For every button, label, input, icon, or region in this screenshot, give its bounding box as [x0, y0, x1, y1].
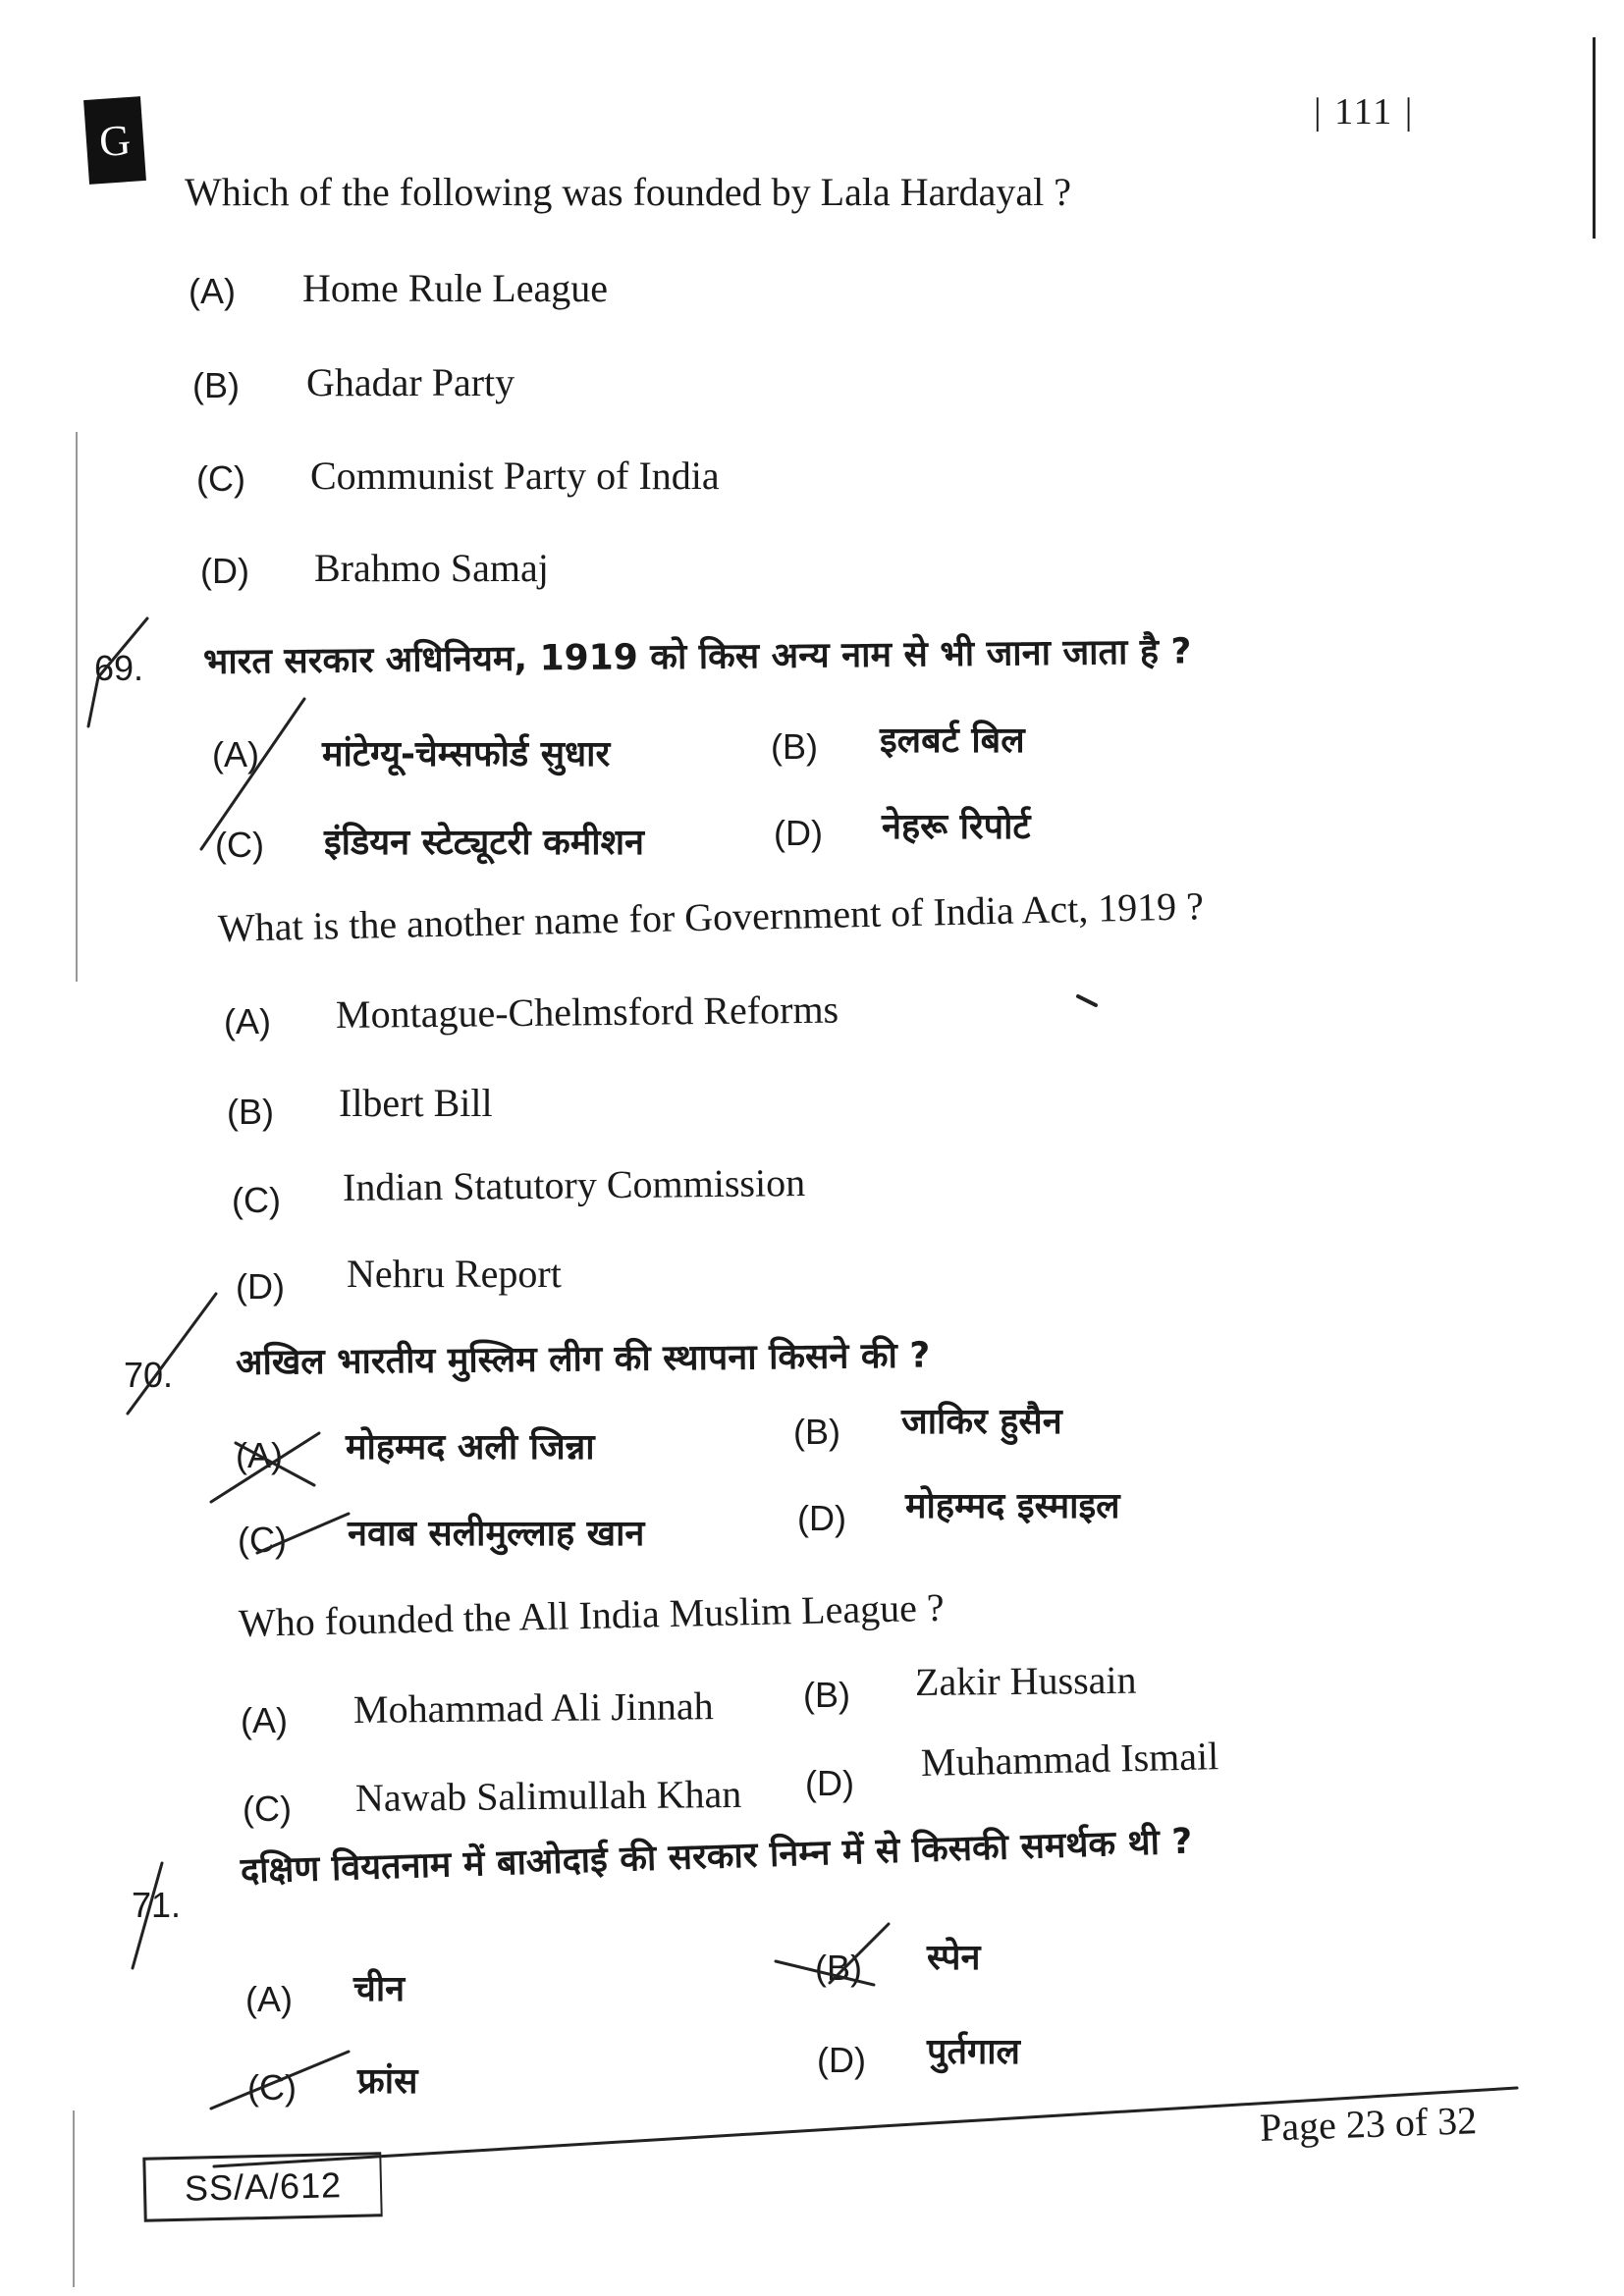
q70-hi-b: जाकिर हुसैन — [901, 1402, 1062, 1442]
q68-option-c: Communist Party of India — [310, 454, 720, 498]
q71-a-label: (A) — [245, 1979, 293, 2019]
q71-d: पुर्तगाल — [927, 2032, 1020, 2072]
q68-option-a-label: (A) — [189, 271, 236, 311]
section-badge: G — [83, 96, 146, 185]
footer-rule — [214, 2088, 1517, 2166]
q70-hi-a-label: (A) — [236, 1435, 283, 1475]
q69-en-a-label: (A) — [224, 1001, 271, 1041]
q69-question-en: What is the another name for Government of India Act, 1919 ? — [217, 883, 1205, 950]
q70-en-b: Zakir Hussain — [914, 1657, 1137, 1704]
q70-hi-a: मोहम्मद अली जिन्ना — [346, 1427, 595, 1468]
q71-b: स्पेन — [927, 1938, 981, 1978]
q70-en-d-label: (D) — [805, 1763, 854, 1803]
q68-option-d-label: (D) — [200, 551, 249, 591]
q69-number: 69. — [94, 648, 144, 688]
q69-hi-b: इलबर्ट बिल — [880, 721, 1025, 761]
q71-c-label: (C) — [247, 2067, 297, 2108]
q71-d-label: (D) — [817, 2040, 866, 2080]
q69-en-b: Ilbert Bill — [339, 1081, 493, 1125]
q70-en-c-label: (C) — [243, 1789, 292, 1829]
q69-hi-c: इंडियन स्टेट्यूटरी कमीशन — [324, 823, 645, 863]
q71-number: 71. — [132, 1885, 182, 1925]
q70-question-hi: अखिल भारतीय मुस्लिम लीग की स्थापना किसने की ? — [235, 1335, 931, 1383]
q68-option-b: Ghadar Party — [306, 360, 515, 404]
q68-option-c-label: (C) — [196, 458, 245, 499]
tick-mark-q69-a — [201, 699, 304, 849]
q70-hi-b-label: (B) — [793, 1412, 840, 1452]
q70-hi-c-label: (C) — [238, 1520, 287, 1560]
q70-hi-d: मोहम्मद इस्माइल — [905, 1486, 1120, 1526]
q70-en-b-label: (B) — [803, 1675, 850, 1715]
q69-en-d-label: (D) — [236, 1266, 285, 1307]
cross-mark-q71-b — [776, 1924, 889, 1985]
tick-mark-q70 — [128, 1294, 216, 1414]
q69-en-c: Indian Statutory Commission — [342, 1160, 806, 1209]
q69-en-d: Nehru Report — [347, 1252, 562, 1296]
q68-option-b-label: (B) — [192, 365, 240, 405]
q68-option-d: Brahmo Samaj — [314, 546, 549, 590]
page-marker: | 111 | — [1314, 91, 1415, 133]
q69-en-b-label: (B) — [227, 1092, 274, 1132]
q69-en-a: Montague-Chelmsford Reforms — [335, 987, 839, 1037]
tick-mark-q69 — [88, 618, 147, 726]
q69-hi-d: नेहरू रिपोर्ट — [882, 807, 1031, 847]
q69-hi-c-label: (C) — [215, 825, 264, 865]
q69-hi-a: मांटेग्यू-चेम्सफोर्ड सुधार — [322, 734, 611, 774]
q70-number: 70. — [124, 1355, 174, 1395]
cross-mark-q70-a — [211, 1433, 319, 1502]
q71-a: चीन — [353, 1969, 406, 2009]
q70-en-a: Mohammad Ali Jinnah — [352, 1683, 714, 1732]
paper-code: SS/A/612 — [142, 2152, 382, 2221]
q70-en-d: Muhammad Ismail — [920, 1734, 1219, 1785]
q71-c: फ्रांस — [357, 2061, 418, 2102]
q70-en-a-label: (A) — [241, 1700, 288, 1740]
q69-hi-b-label: (B) — [771, 726, 818, 767]
q69-hi-d-label: (D) — [774, 813, 823, 853]
q69-hi-a-label: (A) — [212, 734, 259, 774]
tick-mark-q70-c — [257, 1514, 349, 1553]
q71-question-hi: दक्षिण वियतनाम में बाओदाई की सरकार निम्न में से किसकी समर्थक थी ? — [240, 1821, 1193, 1892]
q70-question-en: Who founded the All India Muslim League ? — [238, 1584, 946, 1645]
stray-mark — [1078, 996, 1096, 1005]
q71-b-label: (B) — [815, 1948, 862, 1988]
tick-mark-q71-c — [211, 2052, 349, 2109]
q69-question-hi: भारत सरकार अधिनियम, 1919 को किस अन्य नाम से भी जाना जाता है ? — [202, 631, 1192, 682]
q70-en-c: Nawab Salimullah Khan — [354, 1771, 742, 1820]
q70-hi-d-label: (D) — [797, 1498, 846, 1538]
q68-option-a: Home Rule League — [302, 266, 608, 310]
q70-hi-c: नवाब सलीमुल्लाह खान — [348, 1514, 645, 1554]
page-number: Page 23 of 32 — [1259, 2098, 1478, 2150]
q68-question: Which of the following was founded by Lala Hardayal ? — [185, 170, 1072, 214]
q69-en-c-label: (C) — [232, 1180, 281, 1220]
tick-mark-q71 — [133, 1863, 162, 1968]
